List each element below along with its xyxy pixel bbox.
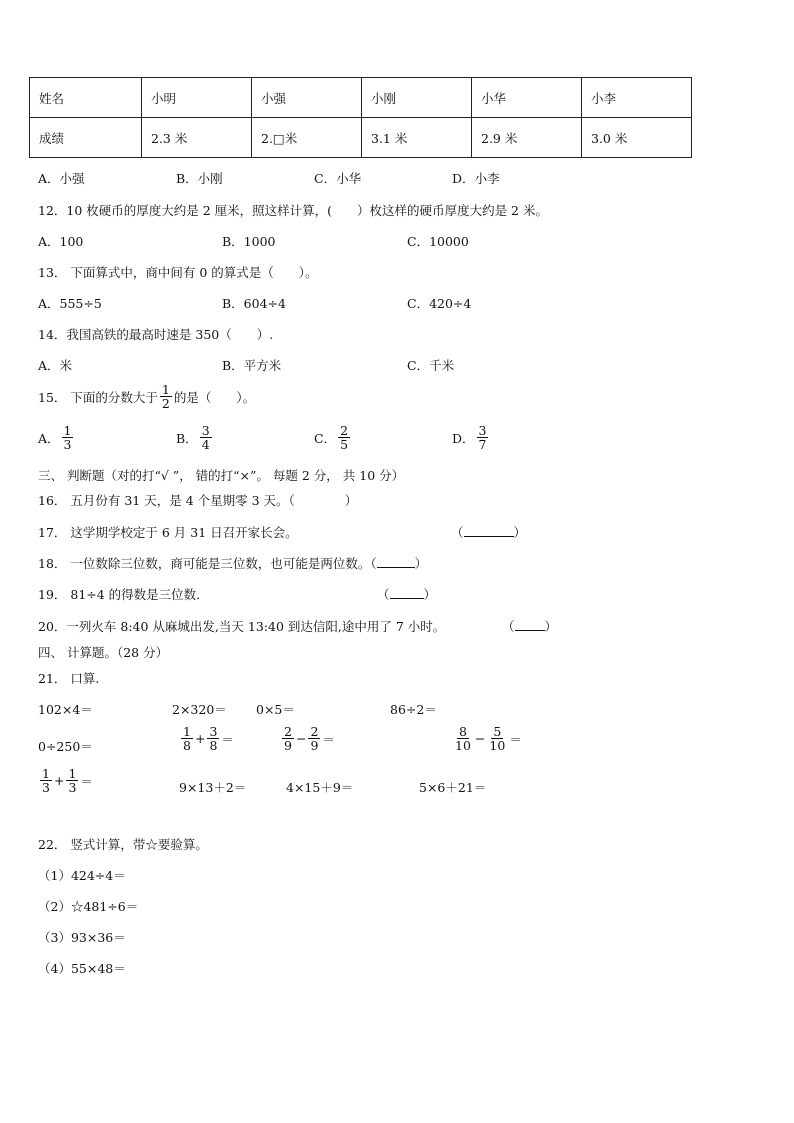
equals: ＝ xyxy=(80,773,93,789)
table-cell: 小强 xyxy=(252,78,362,118)
table-cell: 2.9 米 xyxy=(472,118,582,158)
fraction xyxy=(207,725,219,752)
q11-option-d: D．小李 xyxy=(452,171,500,186)
q21-title: 21． 口算. xyxy=(38,671,100,686)
numerator: 1 xyxy=(161,382,170,397)
option-fraction xyxy=(200,424,212,451)
section-4-heading: 四、 计算题。（28 分） xyxy=(38,645,169,660)
table-header-row xyxy=(30,78,692,118)
table-cell: 小华 xyxy=(472,78,582,118)
paren-close: ） xyxy=(423,587,437,602)
q11-option-b: B．小刚 xyxy=(176,171,223,186)
q12-option-c: C．10000 xyxy=(407,234,469,249)
table-cell: 3.1 米 xyxy=(362,118,472,158)
q13-option-b: B．604÷4 xyxy=(222,296,286,311)
paren-close: ） xyxy=(544,619,558,634)
fraction xyxy=(487,725,507,752)
q22-item: （2）☆481÷6＝ xyxy=(38,899,139,914)
score-table xyxy=(29,77,692,158)
option-label: A． xyxy=(38,430,60,446)
q18-question: 18． 一位数除三位数，商可能是三位数，也可能是两位数。（ xyxy=(38,556,377,571)
table-cell: 小李 xyxy=(582,78,692,118)
fraction-half xyxy=(160,383,172,410)
denominator: 5 xyxy=(340,437,349,453)
calc-item: 102×4＝ xyxy=(38,702,93,717)
q16-text: 16． 五月份有 31 天，是 4 个星期零 3 天。（ ） xyxy=(38,493,358,508)
table-cell: 3.0 米 xyxy=(582,118,692,158)
numerator: 2 xyxy=(310,724,319,739)
q12-option-a: A．100 xyxy=(38,234,84,249)
fraction-expression xyxy=(280,725,335,752)
q22-item: （4）55×48＝ xyxy=(38,961,126,976)
denominator: 3 xyxy=(42,780,50,796)
option-fraction xyxy=(477,424,489,451)
numerator: 1 xyxy=(42,766,50,781)
numerator: 1 xyxy=(63,423,72,438)
denominator: 3 xyxy=(63,437,72,453)
q19-answer-blank[interactable] xyxy=(377,585,436,603)
q15-text-before: 15． 下面的分数大于 xyxy=(38,389,158,405)
q14-option-b: B．平方米 xyxy=(222,358,282,373)
numerator: 2 xyxy=(284,724,292,739)
equals: ＝ xyxy=(322,731,335,747)
option-label: D． xyxy=(452,430,475,446)
operator: + xyxy=(53,773,65,789)
denominator: 7 xyxy=(478,437,487,453)
denominator: 3 xyxy=(68,780,77,796)
q15-option-d xyxy=(452,424,490,451)
table-cell: 小刚 xyxy=(362,78,472,118)
fraction xyxy=(181,725,193,752)
q18-text xyxy=(38,554,427,572)
q22-item: （1）424÷4＝ xyxy=(38,868,126,883)
blank-line xyxy=(464,526,514,537)
numerator: 3 xyxy=(478,423,487,438)
q22-title: 22． 竖式计算，带☆要验算。 xyxy=(38,837,208,852)
table-cell: 姓名 xyxy=(30,78,142,118)
q11-option-c: C．小华 xyxy=(314,171,362,186)
table-cell: 小明 xyxy=(142,78,252,118)
paren-open: （ xyxy=(502,619,515,634)
q20-answer-blank[interactable] xyxy=(502,617,557,635)
fraction-expression xyxy=(451,725,522,752)
q14-option-c: C．千米 xyxy=(407,358,455,373)
q17-text: 17． 这学期学校定于 6 月 31 日召开家长会。 xyxy=(38,525,298,540)
fraction xyxy=(40,767,52,794)
equals: ＝ xyxy=(221,731,234,747)
calc-item: 0÷250＝ xyxy=(38,739,93,754)
paren-close: ） xyxy=(513,525,527,540)
fraction xyxy=(453,725,473,752)
denominator: 10 xyxy=(489,738,506,754)
q15-option-b xyxy=(176,424,214,451)
calc-item: 86÷2＝ xyxy=(390,702,437,717)
operator: + xyxy=(194,731,206,747)
table-cell: 2.□米 xyxy=(252,118,362,158)
numerator: 2 xyxy=(340,423,349,438)
fraction xyxy=(282,725,294,752)
blank-line[interactable] xyxy=(377,557,415,568)
calc-item: 5×6＋21＝ xyxy=(419,780,487,795)
q12-option-b: B．1000 xyxy=(222,234,276,249)
calc-item: 0×5＝ xyxy=(256,702,295,717)
option-fraction xyxy=(62,424,74,451)
fraction xyxy=(66,767,78,794)
numerator: 1 xyxy=(183,724,191,739)
numerator: 5 xyxy=(493,724,502,739)
q15-option-a xyxy=(38,424,75,451)
denominator: 2 xyxy=(161,396,170,412)
operator: − xyxy=(474,731,486,747)
table-cell: 2.3 米 xyxy=(142,118,252,158)
denominator: 8 xyxy=(183,738,191,754)
paren-open: （ xyxy=(377,587,390,602)
q15-text-after: 的是（ ）。 xyxy=(173,389,256,405)
denominator: 10 xyxy=(455,738,471,754)
q11-option-a: A．小强 xyxy=(38,171,85,186)
section-3-heading: 三、 判断题（对的打“√ ”， 错的打“×”。 每题 2 分， 共 10 分） xyxy=(38,468,405,483)
fraction xyxy=(308,725,320,752)
table-row xyxy=(30,118,692,158)
q15-option-c xyxy=(314,424,352,451)
q15-question xyxy=(38,383,255,410)
q12-text: 12．10 枚硬币的厚度大约是 2 厘米，照这样计算，( ）枚这样的硬币厚度大约是 2 米。 xyxy=(38,203,548,218)
fraction-expression xyxy=(179,725,234,752)
blank-line xyxy=(515,620,545,631)
table-cell: 成绩 xyxy=(30,118,142,158)
denominator: 8 xyxy=(209,738,218,754)
q22-item: （3）93×36＝ xyxy=(38,930,126,945)
option-label: C． xyxy=(314,430,337,446)
numerator: 1 xyxy=(68,766,77,781)
q20-text: 20．一列火车 8:40 从麻城出发,当天 13:40 到达信阳,途中用了 7 小时。 xyxy=(38,619,446,634)
q17-answer-blank[interactable] xyxy=(451,523,526,541)
option-fraction xyxy=(338,424,350,451)
denominator: 4 xyxy=(201,437,210,453)
numerator: 8 xyxy=(458,724,467,739)
numerator: 3 xyxy=(209,724,218,739)
calc-item: 2×320＝ xyxy=(172,702,227,717)
denominator: 9 xyxy=(284,738,292,754)
calc-item: 9×13＋2＝ xyxy=(179,780,247,795)
q14-text: 14．我国高铁的最高时速是 350（ ）. xyxy=(38,327,274,342)
q13-option-c: C．420÷4 xyxy=(407,296,472,311)
calc-item: 4×15＋9＝ xyxy=(286,780,354,795)
blank-line xyxy=(390,588,424,599)
operator: − xyxy=(295,731,307,747)
q13-text: 13． 下面算式中，商中间有 0 的算式是（ ）。 xyxy=(38,265,318,280)
equals: ＝ xyxy=(509,731,522,747)
paren-close: ） xyxy=(414,556,428,571)
q19-text: 19． 81÷4 的得数是三位数． xyxy=(38,587,209,602)
q13-option-a: A．555÷5 xyxy=(38,296,102,311)
denominator: 9 xyxy=(310,738,319,754)
option-label: B． xyxy=(176,430,198,446)
fraction-expression xyxy=(38,767,93,794)
q14-option-a: A．米 xyxy=(38,358,73,373)
numerator: 3 xyxy=(201,423,210,438)
paren-open: （ xyxy=(451,525,464,540)
